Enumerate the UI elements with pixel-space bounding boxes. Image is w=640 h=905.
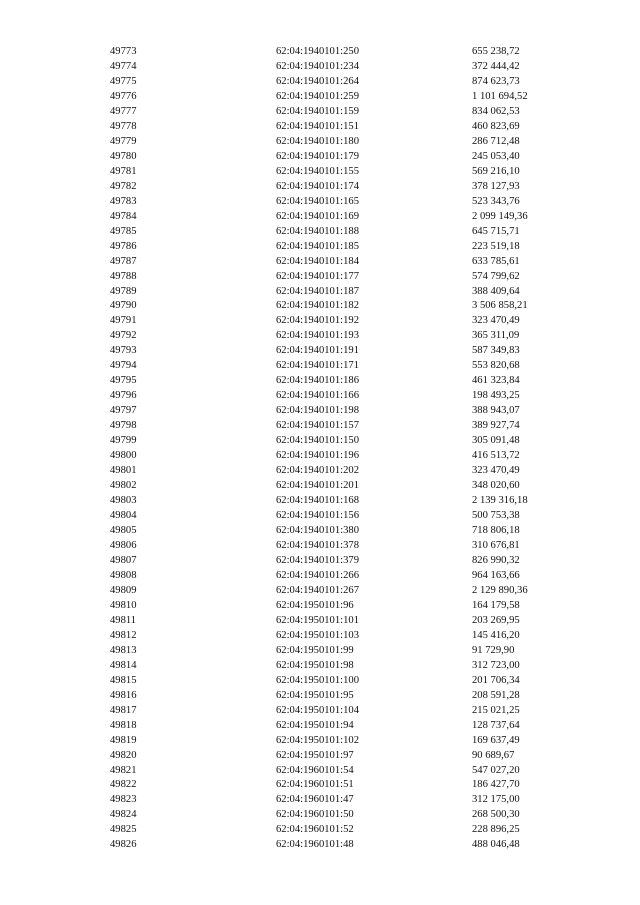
cadastral-number: 62:04:1940101:250 [276, 46, 359, 57]
table-row [0, 569, 640, 584]
cadastral-number: 62:04:1940101:267 [276, 584, 359, 596]
cadastral-value: 460 823,69 [472, 120, 520, 132]
table-row [0, 210, 640, 225]
row-number: 49779 [110, 135, 137, 147]
cadastral-number: 62:04:1960101:52 [276, 824, 354, 836]
row-number: 49798 [110, 420, 137, 432]
row-number: 49796 [110, 390, 137, 402]
cadastral-value: 310 676,81 [472, 539, 520, 551]
row-number: 49795 [110, 375, 137, 387]
cadastral-number: 62:04:1950101:103 [276, 629, 359, 641]
row-number: 49792 [110, 330, 137, 342]
cadastral-value: 365 311,09 [472, 330, 520, 342]
table-row [0, 539, 640, 554]
table-row [0, 180, 640, 195]
table-row [0, 764, 640, 779]
row-number: 49810 [110, 599, 137, 611]
row-number: 49823 [110, 794, 137, 806]
cadastral-value: 305 091,48 [472, 435, 520, 447]
cadastral-number: 62:04:1940101:168 [276, 495, 359, 507]
cadastral-number: 62:04:1940101:150 [276, 435, 359, 447]
cadastral-number: 62:04:1940101:179 [276, 150, 359, 162]
table-row [0, 105, 640, 120]
table-row [0, 479, 640, 494]
table-row [0, 778, 640, 793]
cadastral-value: 208 591,28 [472, 689, 520, 701]
cadastral-number: 62:04:1950101:102 [276, 734, 359, 746]
cadastral-number: 62:04:1940101:185 [276, 240, 359, 252]
table-row [0, 270, 640, 285]
row-number: 49801 [110, 465, 137, 477]
cadastral-value: 164 179,58 [472, 599, 520, 611]
table-row [0, 524, 640, 539]
table-row [0, 808, 640, 823]
cadastral-value: 169 637,49 [472, 734, 520, 746]
cadastral-number: 62:04:1940101:174 [276, 180, 359, 192]
cadastral-value: 372 444,42 [472, 60, 520, 72]
cadastral-value: 574 799,62 [472, 270, 520, 282]
cadastral-number: 62:04:1940101:187 [276, 285, 359, 297]
cadastral-value: 488 046,48 [472, 839, 520, 851]
cadastral-value: 389 927,74 [472, 420, 520, 432]
table-row [0, 314, 640, 329]
table-row [0, 509, 640, 524]
row-number: 49821 [110, 764, 137, 776]
cadastral-value: 461 323,84 [472, 375, 520, 387]
cadastral-value: 2 139 316,18 [472, 495, 528, 507]
table-row [0, 90, 640, 105]
row-number: 49819 [110, 734, 137, 746]
row-number: 49822 [110, 779, 137, 791]
cadastral-value: 569 216,10 [472, 165, 520, 177]
cadastral-value: 312 723,00 [472, 659, 520, 671]
row-number: 49774 [110, 60, 137, 72]
cadastral-value: 378 127,93 [472, 180, 520, 192]
cadastral-value: 90 689,67 [472, 749, 515, 761]
cadastral-value: 416 513,72 [472, 450, 520, 462]
cadastral-value: 203 269,95 [472, 614, 520, 626]
cadastral-number: 62:04:1940101:378 [276, 539, 359, 551]
row-number: 49808 [110, 569, 137, 581]
row-number: 49807 [110, 554, 137, 566]
table-row [0, 689, 640, 704]
cadastral-number: 62:04:1940101:159 [276, 105, 359, 117]
table-row [0, 719, 640, 734]
cadastral-number: 62:04:1960101:48 [276, 839, 354, 851]
row-number: 49813 [110, 644, 137, 656]
cadastral-value: 128 737,64 [472, 719, 520, 731]
cadastral-value: 834 062,53 [472, 105, 520, 117]
cadastral-value: 826 990,32 [472, 554, 520, 566]
row-number: 49825 [110, 824, 137, 836]
cadastral-value: 198 493,25 [472, 390, 520, 402]
table-row [0, 419, 640, 434]
table-row [0, 329, 640, 344]
table-row [0, 449, 640, 464]
table-row [0, 225, 640, 240]
table-row [0, 359, 640, 374]
table-row [0, 195, 640, 210]
cadastral-value: 587 349,83 [472, 345, 520, 357]
cadastral-number: 62:04:1940101:171 [276, 360, 359, 372]
row-number: 49820 [110, 749, 137, 761]
row-number: 49803 [110, 495, 137, 507]
row-number: 49789 [110, 285, 137, 297]
table-row [0, 389, 640, 404]
cadastral-number: 62:04:1940101:182 [276, 300, 359, 312]
table-row [0, 629, 640, 644]
table-row [0, 659, 640, 674]
cadastral-number: 62:04:1940101:191 [276, 345, 359, 357]
cadastral-number: 62:04:1940101:380 [276, 525, 359, 536]
cadastral-number: 62:04:1940101:166 [276, 390, 359, 402]
row-number: 49791 [110, 315, 137, 327]
cadastral-number: 62:04:1940101:177 [276, 270, 359, 282]
cadastral-number: 62:04:1940101:192 [276, 315, 359, 327]
cadastral-number: 62:04:1950101:95 [276, 689, 354, 701]
cadastral-value: 388 409,64 [472, 285, 520, 297]
cadastral-number: 62:04:1950101:98 [276, 659, 354, 671]
cadastral-value: 228 896,25 [472, 824, 520, 836]
table-row [0, 60, 640, 75]
cadastral-number: 62:04:1940101:151 [276, 120, 359, 132]
row-number: 49800 [110, 450, 137, 462]
cadastral-value: 964 163,66 [472, 569, 520, 581]
cadastral-value: 323 470,49 [472, 315, 520, 327]
cadastral-value: 186 427,70 [472, 779, 520, 791]
cadastral-value: 323 470,49 [472, 465, 520, 477]
cadastral-number: 62:04:1960101:51 [276, 779, 354, 791]
cadastral-number: 62:04:1940101:234 [276, 60, 359, 72]
row-number: 49787 [110, 255, 137, 267]
table-row [0, 374, 640, 389]
cadastral-number: 62:04:1940101:264 [276, 75, 359, 87]
cadastral-number: 62:04:1950101:100 [276, 674, 359, 686]
cadastral-value: 655 238,72 [472, 46, 520, 57]
cadastral-number: 62:04:1960101:50 [276, 809, 354, 821]
cadastral-value: 201 706,34 [472, 674, 520, 686]
cadastral-value: 874 623,73 [472, 75, 520, 87]
cadastral-value: 553 820,68 [472, 360, 520, 372]
row-number: 49793 [110, 345, 137, 357]
row-number: 49775 [110, 75, 137, 87]
cadastral-number: 62:04:1940101:188 [276, 225, 359, 237]
cadastral-value: 312 175,00 [472, 794, 520, 806]
row-number: 49815 [110, 674, 137, 686]
cadastral-number: 62:04:1950101:94 [276, 719, 354, 731]
row-number: 49816 [110, 689, 137, 701]
table-row [0, 404, 640, 419]
table-row [0, 45, 640, 60]
row-number: 49818 [110, 719, 137, 731]
table-row [0, 240, 640, 255]
cadastral-value: 348 020,60 [472, 480, 520, 492]
cadastral-number: 62:04:1950101:97 [276, 749, 354, 761]
cadastral-number: 62:04:1940101:155 [276, 165, 359, 177]
table-row [0, 165, 640, 180]
cadastral-value: 215 021,25 [472, 704, 520, 716]
cadastral-value: 1 101 694,52 [472, 90, 528, 102]
row-number: 49809 [110, 584, 137, 596]
row-number: 49784 [110, 210, 137, 222]
cadastral-value: 523 343,76 [472, 195, 520, 207]
row-number: 49814 [110, 659, 137, 671]
row-number: 49794 [110, 360, 137, 372]
cadastral-value: 145 416,20 [472, 629, 520, 641]
cadastral-value: 3 506 858,21 [472, 300, 528, 312]
row-number: 49781 [110, 165, 137, 177]
cadastral-number: 62:04:1940101:201 [276, 480, 359, 492]
cadastral-number: 62:04:1940101:165 [276, 195, 359, 207]
cadastral-number: 62:04:1940101:156 [276, 510, 359, 522]
table-row [0, 823, 640, 838]
row-number: 49788 [110, 270, 137, 282]
table-row [0, 135, 640, 150]
cadastral-value: 633 785,61 [472, 255, 520, 267]
table-row [0, 644, 640, 659]
cadastral-number: 62:04:1940101:157 [276, 420, 359, 432]
table-row [0, 674, 640, 689]
cadastral-number: 62:04:1940101:266 [276, 569, 359, 581]
row-number: 49783 [110, 195, 137, 207]
row-number: 49776 [110, 90, 137, 102]
row-number: 49806 [110, 539, 137, 551]
cadastral-value: 547 027,20 [472, 764, 520, 776]
cadastral-number: 62:04:1950101:101 [276, 614, 359, 626]
row-number: 49790 [110, 300, 137, 312]
cadastral-value: 245 053,40 [472, 150, 520, 162]
table-row [0, 599, 640, 614]
cadastral-number: 62:04:1940101:169 [276, 210, 359, 222]
table-row [0, 285, 640, 300]
table-row [0, 734, 640, 749]
table-row [0, 344, 640, 359]
row-number: 49804 [110, 510, 137, 522]
cadastral-number: 62:04:1940101:184 [276, 255, 359, 267]
table-row [0, 120, 640, 135]
row-number: 49780 [110, 150, 137, 162]
cadastral-number: 62:04:1960101:47 [276, 794, 354, 806]
table-row [0, 749, 640, 764]
row-number: 49802 [110, 480, 137, 492]
table-row [0, 838, 640, 853]
data-table [0, 45, 640, 853]
table-row [0, 464, 640, 479]
row-number: 49797 [110, 405, 137, 417]
row-number: 49785 [110, 225, 137, 237]
cadastral-value: 388 943,07 [472, 405, 520, 417]
table-row [0, 75, 640, 90]
table-row [0, 704, 640, 719]
cadastral-value: 645 715,71 [472, 225, 520, 237]
cadastral-value: 500 753,38 [472, 510, 520, 522]
row-number: 49782 [110, 180, 137, 192]
row-number: 49778 [110, 120, 137, 132]
table-row [0, 584, 640, 599]
table-row [0, 434, 640, 449]
table-row [0, 255, 640, 270]
cadastral-number: 62:04:1940101:202 [276, 465, 359, 477]
cadastral-number: 62:04:1950101:104 [276, 704, 359, 716]
cadastral-number: 62:04:1940101:198 [276, 405, 359, 417]
cadastral-value: 91 729,90 [472, 644, 515, 656]
table-row [0, 793, 640, 808]
row-number: 49786 [110, 240, 137, 252]
cadastral-number: 62:04:1950101:96 [276, 599, 354, 611]
cadastral-number: 62:04:1940101:196 [276, 450, 359, 462]
table-row [0, 554, 640, 569]
row-number: 49799 [110, 435, 137, 447]
row-number: 49805 [110, 525, 137, 536]
row-number: 49826 [110, 839, 137, 851]
table-row [0, 614, 640, 629]
row-number: 49777 [110, 105, 137, 117]
cadastral-value: 718 806,18 [472, 525, 520, 536]
cadastral-value: 2 099 149,36 [472, 210, 528, 222]
cadastral-number: 62:04:1950101:99 [276, 644, 354, 656]
cadastral-number: 62:04:1960101:54 [276, 764, 354, 776]
row-number: 49817 [110, 704, 137, 716]
table-row [0, 150, 640, 165]
cadastral-value: 2 129 890,36 [472, 584, 528, 596]
cadastral-value: 223 519,18 [472, 240, 520, 252]
cadastral-value: 286 712,48 [472, 135, 520, 147]
row-number: 49773 [110, 46, 137, 57]
table-row [0, 494, 640, 509]
cadastral-value: 268 500,30 [472, 809, 520, 821]
table-row [0, 299, 640, 314]
cadastral-number: 62:04:1940101:259 [276, 90, 359, 102]
cadastral-number: 62:04:1940101:186 [276, 375, 359, 387]
cadastral-number: 62:04:1940101:379 [276, 554, 359, 566]
cadastral-number: 62:04:1940101:193 [276, 330, 359, 342]
row-number: 49812 [110, 629, 137, 641]
cadastral-number: 62:04:1940101:180 [276, 135, 359, 147]
row-number: 49811 [110, 614, 137, 626]
row-number: 49824 [110, 809, 137, 821]
